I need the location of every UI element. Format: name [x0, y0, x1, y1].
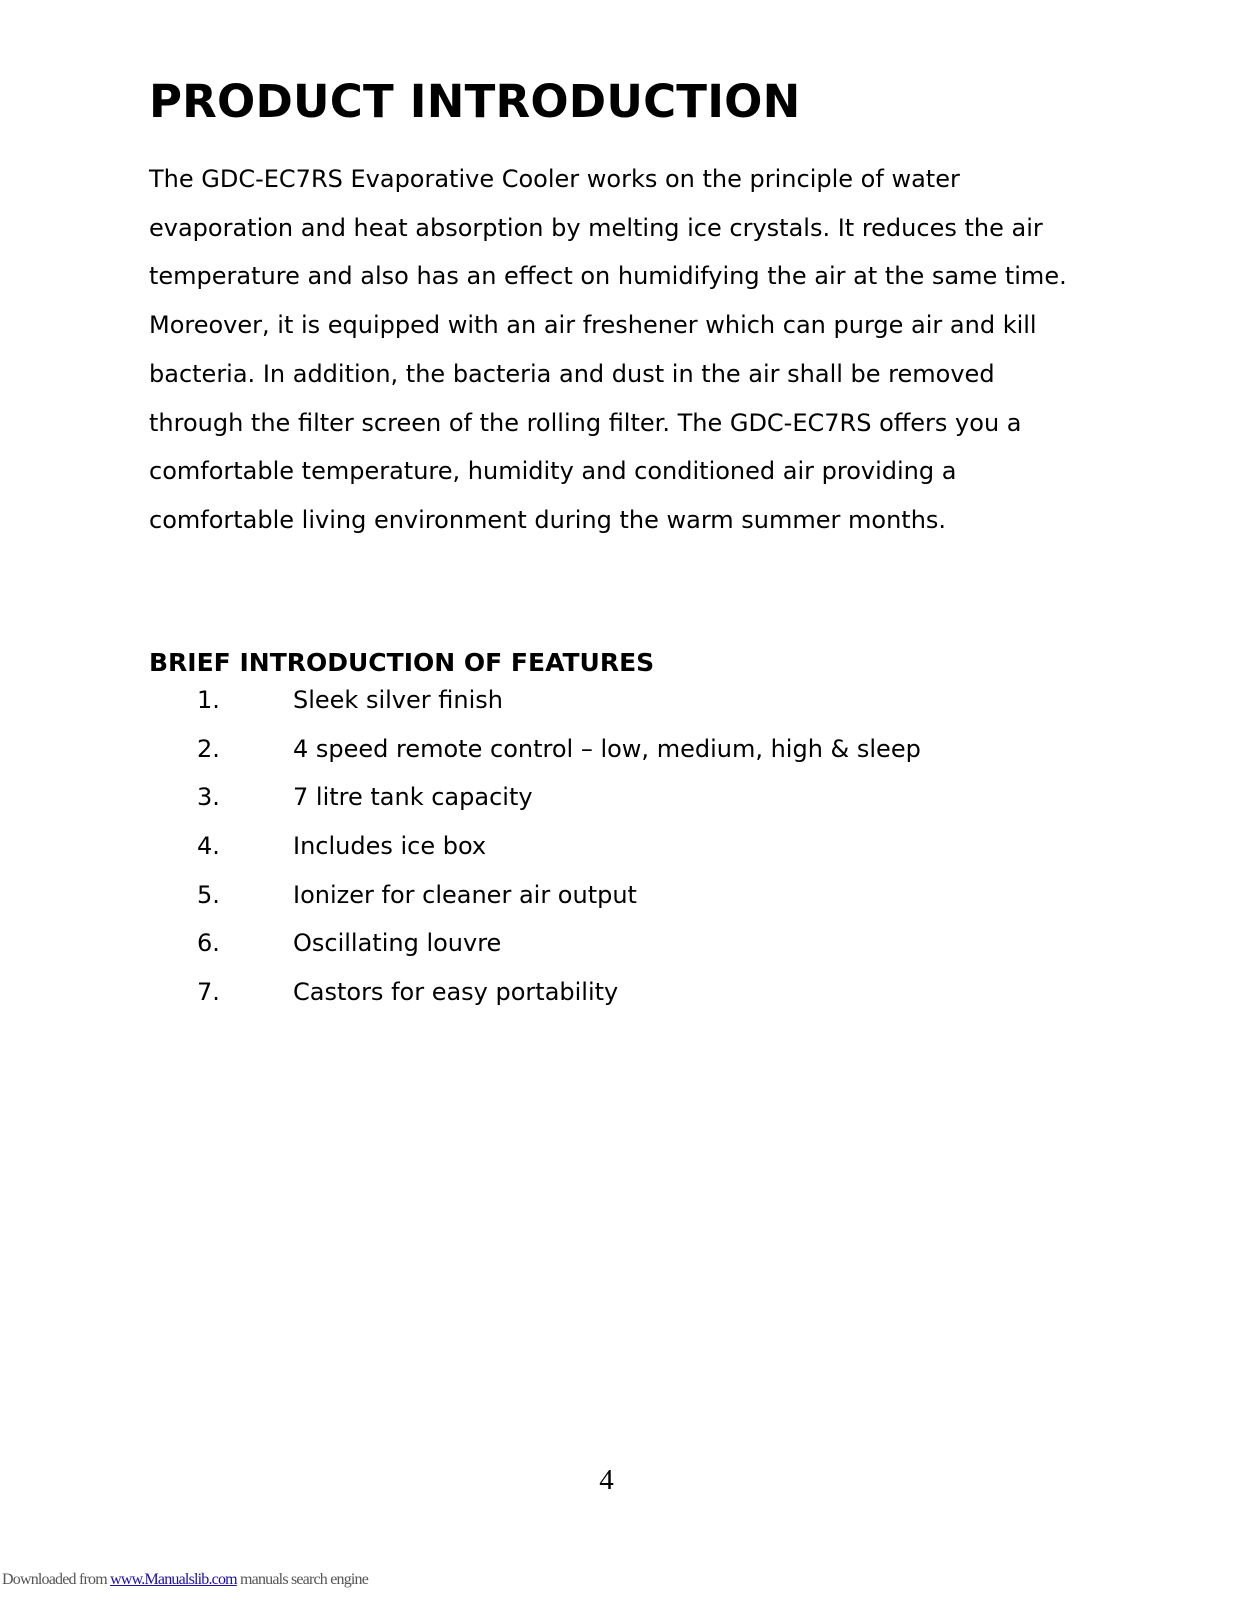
footer [2, 1570, 368, 1590]
intro-line: through the filter screen of the rolling filter. The GDC-EC7RS offers you a [149, 408, 1022, 437]
intro-paragraph [149, 155, 1109, 545]
list-item-number: 1. [197, 686, 220, 714]
list-item-text: Oscillating louvre [293, 929, 502, 958]
list-item-number: 3. [197, 783, 220, 812]
page-title: PRODUCT INTRODUCTION [149, 75, 801, 128]
list-item-number: 2. [197, 734, 220, 763]
list-item-text: Includes ice box [293, 832, 487, 861]
page-number: 4 [599, 1464, 614, 1496]
intro-line: comfortable living environment during the warm summer months. [149, 505, 947, 534]
list-item-text: Castors for easy portability [293, 978, 619, 1007]
intro-line: bacteria. In addition, the bacteria and dust in the air shall be removed [149, 359, 995, 388]
intro-line: evaporation and heat absorption by melting ice crystals. It reduces the air [149, 213, 1043, 242]
list-item-number: 6. [197, 929, 220, 958]
footer-prefix: Downloaded from [2, 1571, 111, 1588]
list-item-text: Ionizer for cleaner air output [293, 880, 637, 909]
list-item-number: 4. [197, 832, 220, 861]
list-item-text: 4 speed remote control – low, medium, high & sleep [293, 734, 921, 763]
list-item-text: 7 litre tank capacity [293, 783, 533, 812]
intro-line: comfortable temperature, humidity and conditioned air providing a [149, 457, 957, 486]
features-heading: BRIEF INTRODUCTION OF FEATURES [149, 648, 655, 677]
intro-line: The GDC-EC7RS Evaporative Cooler works on the principle of water [149, 165, 960, 193]
list-item-number: 5. [197, 880, 220, 909]
footer-link[interactable]: www.Manualslib.com [110, 1571, 237, 1588]
list-item-text: Sleek silver finish [293, 686, 503, 714]
intro-line: temperature and also has an effect on humidifying the air at the same time. [149, 262, 1067, 291]
list-item-number: 7. [197, 978, 220, 1007]
footer-suffix: manuals search engine [236, 1571, 369, 1588]
intro-line: Moreover, it is equipped with an air freshener which can purge air and kill [149, 311, 1037, 340]
